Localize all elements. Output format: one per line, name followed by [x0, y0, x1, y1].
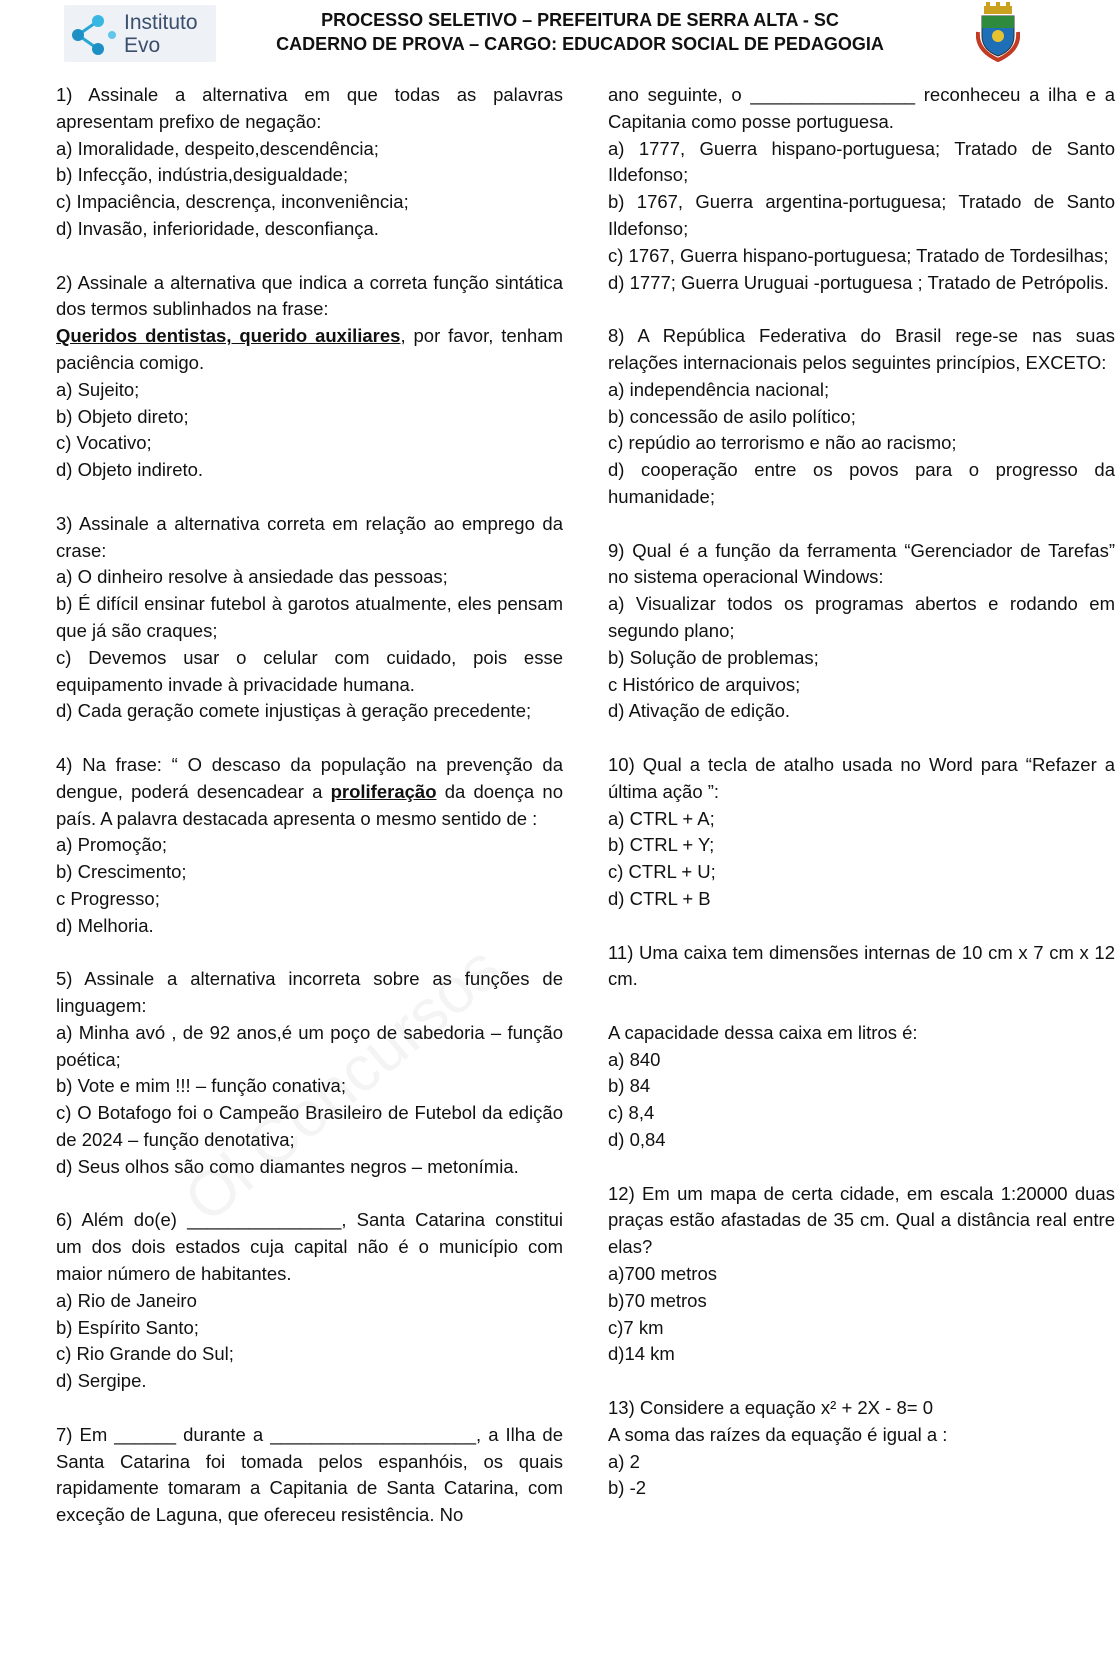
q1-stem: 1) Assinale a alternativa em que todas as palavras apresentam prefixo de negação: [56, 84, 563, 132]
q9-option-b: b) Solução de problemas; [608, 646, 819, 668]
q10-option-a: a) CTRL + A; [608, 807, 715, 829]
q12-option-a: a)700 metros [608, 1263, 717, 1285]
q7-option-c: c) 1767, Guerra hispano-portuguesa; Tratado de Tordesilhas; [608, 244, 1109, 266]
q3-option-b: b) É difícil ensinar futebol à garotos atualmente, eles pensam que já são craques; [56, 593, 563, 641]
q4-option-a: a) Promoção; [56, 834, 168, 856]
q7-option-a: a) 1777, Guerra hispano-portuguesa; Tratado de Santo Ildefonso; [608, 137, 1115, 186]
q3-option-d: d) Cada geração comete injustiças à geração precedente; [56, 700, 532, 722]
q5-option-a: a) Minha avó , de 92 anos,é um poço de sabedoria – função poética; [56, 1021, 563, 1070]
q8-stem: 8) A República Federativa do Brasil rege-se nas suas relações internacionais pelos seguintes princípios, EXCETO: [608, 325, 1115, 373]
q8-option-a: a) independência nacional; [608, 378, 830, 400]
q1-option-b: b) Infecção, indústria,desigualdade; [56, 164, 349, 186]
q12-stem: 12) Em um mapa de certa cidade, em escala 1:20000 duas praças estão afastadas de 35 cm. Qual a distância real entre elas? [608, 1182, 1115, 1258]
q4-option-d: d) Melhoria. [56, 914, 154, 936]
header-title-line2: CADERNO DE PROVA – CARGO: EDUCADOR SOCIAL DE PEDAGOGIA [276, 34, 884, 54]
q9-option-d: d) Ativação de edição. [608, 700, 791, 722]
q11-option-b: b) 84 [608, 1075, 651, 1097]
page-header [0, 0, 1120, 70]
q8-option-d: d) cooperação entre os povos para o progresso da humanidade; [608, 459, 1115, 507]
q13-option-a: a) 2 [608, 1450, 640, 1472]
q5-option-d: d) Seus olhos são como diamantes negros – metonímia. [56, 1155, 519, 1177]
q9-option-c: c Histórico de arquivos; [608, 673, 801, 695]
q1-option-c: c) Impaciência, descrença, inconveniência; [56, 191, 409, 213]
logo-text: Instituto Evo [124, 11, 198, 57]
q4-stem: 4) Na frase: “ O descaso da população na prevenção da dengue, poderá desencadear a proliferação da doença no país. A palavra destacada apresenta o mesmo sentido de : [56, 753, 563, 829]
q6-option-b: b) Espírito Santo; [56, 1316, 199, 1338]
q2-underlined-terms: Queridos dentistas, querido auxiliares [56, 325, 401, 347]
q7-option-b: b) 1767, Guerra argentina-portuguesa; Tratado de Santo Ildefonso; [608, 191, 1115, 239]
q2-option-c: c) Vocativo; [56, 432, 152, 454]
q4-highlighted-word: proliferação [330, 780, 437, 802]
q10-stem: 10) Qual a tecla de atalho usada no Word para “Refazer a última ação ”: [608, 753, 1115, 802]
q8-option-c: c) repúdio ao terrorismo e não ao racismo; [608, 432, 957, 454]
q8-option-b: b) concessão de asilo político; [608, 405, 856, 427]
q11-option-a: a) 840 [608, 1048, 661, 1070]
instituto-evo-logo [64, 5, 216, 62]
q6-option-a: a) Rio de Janeiro [56, 1289, 197, 1311]
q3-option-a: a) O dinheiro resolve à ansiedade das pessoas; [56, 566, 448, 588]
evo-molecule-icon [68, 11, 120, 57]
left-column [56, 82, 563, 1529]
q9-option-a: a) Visualizar todos os programas abertos e rodando em segundo plano; [608, 593, 1115, 641]
q5-stem: 5) Assinale a alternativa incorreta sobre as funções de linguagem: [56, 968, 563, 1017]
q2-option-d: d) Objeto indireto. [56, 459, 204, 481]
q12-option-d: d)14 km [608, 1343, 675, 1365]
q11-stem: 11) Uma caixa tem dimensões internas de 10 cm x 7 cm x 12 cm. [608, 941, 1115, 990]
q12-option-b: b)70 metros [608, 1289, 707, 1311]
q2-sentence: Queridos dentistas, querido auxiliares, por favor, tenham paciência comigo. [56, 325, 563, 373]
q2-option-a: a) Sujeito; [56, 378, 140, 400]
q11-option-d: d) 0,84 [608, 1129, 666, 1151]
q7-stem-part2: ano seguinte, o ________________ reconheceu a ilha e a Capitania como posse portuguesa. [608, 84, 1115, 132]
q3-option-c: c) Devemos usar o celular com cuidado, pois esse equipamento invade à privacidade humana. [56, 646, 563, 695]
q10-option-b: b) CTRL + Y; [608, 834, 715, 856]
q13-option-b: b) -2 [608, 1477, 647, 1499]
q3-stem: 3) Assinale a alternativa correta em relação ao emprego da crase: [56, 512, 563, 561]
q13-stem2: A soma das raízes da equação é igual a : [608, 1423, 948, 1445]
header-title-line1: PROCESSO SELETIVO – PREFEITURA DE SERRA ALTA - SC [321, 10, 839, 30]
q10-option-d: d) CTRL + B [608, 887, 711, 909]
q2-stem: 2) Assinale a alternativa que indica a correta função sintática dos termos sublinhados na frase: [56, 271, 563, 320]
q6-option-d: d) Sergipe. [56, 1370, 147, 1392]
q6-option-c: c) Rio Grande do Sul; [56, 1343, 234, 1365]
q10-option-c: c) CTRL + U; [608, 861, 716, 883]
q5-option-b: b) Vote e mim !!! – função conativa; [56, 1075, 346, 1097]
q7-stem-part1: 7) Em ______ durante a ____________________, a Ilha de Santa Catarina foi tomada pelos espanhóis, os quais rapidamente tomaram a Capitania de Santa Catarina, com exceção de Laguna, que ofereceu resistência. No [56, 1423, 563, 1526]
q6-stem: 6) Além do(e) _______________, Santa Catarina constitui um dos dois estados cuja capital não é o município com maior número de habitantes. [56, 1209, 563, 1285]
q2-option-b: b) Objeto direto; [56, 405, 189, 427]
q4-option-b: b) Crescimento; [56, 861, 187, 883]
q11-option-c: c) 8,4 [608, 1102, 655, 1124]
q1-option-d: d) Invasão, inferioridade, desconfiança. [56, 217, 379, 239]
q5-option-c: c) O Botafogo foi o Campeão Brasileiro de Futebol da edição de 2024 – função denotativa; [56, 1102, 563, 1151]
q7-option-d: d) 1777; Guerra Uruguai -portuguesa ; Tratado de Petrópolis. [608, 271, 1109, 293]
right-column [608, 82, 1115, 1502]
municipal-crest-icon [976, 2, 1020, 62]
q11-stem2: A capacidade dessa caixa em litros é: [608, 1021, 918, 1043]
q9-stem: 9) Qual é a função da ferramenta “Gerenciador de Tarefas” no sistema operacional Windows: [608, 539, 1115, 588]
q1-option-a: a) Imoralidade, despeito,descendência; [56, 137, 379, 159]
q4-option-c: c Progresso; [56, 887, 160, 909]
q12-option-c: c)7 km [608, 1316, 664, 1338]
q13-stem: 13) Considere a equação x² + 2X - 8= 0 [608, 1397, 933, 1419]
